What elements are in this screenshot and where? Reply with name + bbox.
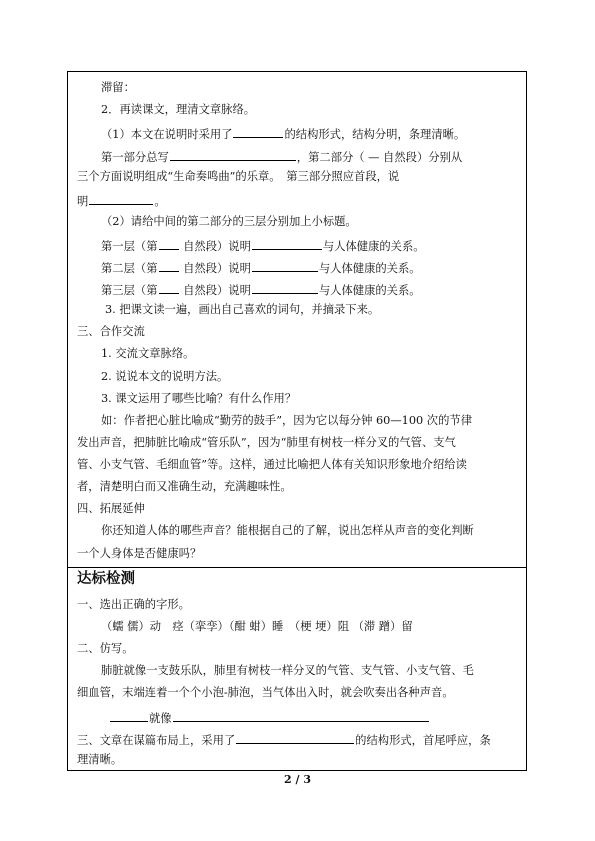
layer-two-line: 第二层（第 自然段）说明 与人体健康的关系。 bbox=[101, 259, 421, 276]
answer-blank[interactable] bbox=[252, 281, 318, 294]
test-heading: 达标检测 bbox=[77, 571, 135, 587]
answer-blank[interactable] bbox=[110, 709, 148, 722]
answer-line-1: 如：作者把心脏比喻成“勤劳的鼓手”，因为它以每分钟 60—100 次的节律 bbox=[101, 414, 472, 427]
section-divider bbox=[68, 567, 526, 568]
subtitle-question: （2）请给中间的第二部分的三层分别加上小标题。 bbox=[101, 215, 357, 228]
answer-blank[interactable] bbox=[89, 192, 153, 205]
discussion-q1: 1. 交流文章脉络。 bbox=[101, 347, 195, 360]
test-q1-options: （蠕 儒）动 痉（挛孪）（酣 蚶）睡 （梗 埂）阻 （滞 蹭）留 bbox=[101, 620, 413, 633]
discussion-q2: 2. 说说本文的说明方法。 bbox=[101, 370, 229, 383]
answer-blank[interactable] bbox=[159, 281, 179, 294]
answer-blank[interactable] bbox=[252, 237, 322, 250]
extension-line-1: 你还知道人体的哪些声音？能根据自己的了解，说出怎样从声音的变化判断 bbox=[101, 524, 474, 537]
test-q3-line-2: 理清晰。 bbox=[77, 753, 123, 766]
answer-blank[interactable] bbox=[159, 259, 179, 272]
continued-text: 滞留： bbox=[101, 81, 135, 94]
section-4-title: 四、拓展延伸 bbox=[77, 502, 145, 515]
part-two-line: 三个方面说明组成“生命奏鸣曲”的乐章。 第三部分照应首段，说 bbox=[77, 170, 400, 183]
reading-step-3: 3. 把课文读一遍，画出自己喜欢的词句，并摘录下来。 bbox=[105, 303, 380, 316]
extension-line-2: 一个人身体是否健康吗？ bbox=[77, 547, 202, 560]
answer-blank[interactable] bbox=[252, 259, 318, 272]
section-3-title: 三、合作交流 bbox=[77, 325, 145, 338]
answer-blank[interactable] bbox=[236, 731, 354, 744]
structure-question: （1）本文在说明时采用了 的结构形式，结构分明，条理清晰。 bbox=[101, 125, 465, 142]
answer-line-3: 管、小支气管、毛细血管”等。这样，通过比喻把人体有关知识形象地介绍给读 bbox=[77, 458, 467, 471]
imitation-answer-line: 就像 bbox=[109, 709, 430, 726]
page-number: 2 / 3 bbox=[284, 773, 311, 786]
test-q3-line: 三、文章在谋篇布局上，采用了 的结构形式，首尾呼应，条 bbox=[77, 731, 491, 748]
answer-blank[interactable] bbox=[173, 709, 429, 722]
reading-step-2: 2．再读课文，理清文章脉络。 bbox=[101, 103, 256, 116]
table-frame bbox=[67, 71, 527, 771]
test-q2-title: 二、仿写。 bbox=[77, 642, 134, 655]
part-one-line: 第一部分总写 ，第二部分（ — 自然段）分别从 bbox=[101, 148, 462, 165]
layer-three-line: 第三层（第 自然段）说明 与人体健康的关系。 bbox=[101, 281, 421, 298]
answer-line-2: 发出声音，把肺脏比喻成“管乐队”，因为“肺里有树枝一样分叉的气管、支气 bbox=[77, 436, 456, 449]
imitation-text-line-1: 肺脏就像一支鼓乐队，肺里有树枝一样分叉的气管、支气管、小支气管、毛 bbox=[101, 664, 474, 677]
answer-blank[interactable] bbox=[159, 237, 179, 250]
answer-line-4: 者，清楚明白而又准确生动，充满趣味性。 bbox=[77, 480, 292, 493]
discussion-q3: 3. 课文运用了哪些比喻？有什么作用？ bbox=[101, 392, 297, 405]
part-three-line: 明 。 bbox=[77, 192, 166, 209]
test-q1-title: 一、选出正确的字形。 bbox=[77, 598, 190, 611]
answer-blank[interactable] bbox=[170, 148, 296, 161]
imitation-text-line-2: 细血管，末端连着一个个小泡-肺泡，当气体出入时，就会吹奏出各种声音。 bbox=[77, 686, 454, 699]
answer-blank[interactable] bbox=[233, 125, 283, 138]
layer-one-line: 第一层（第 自然段）说明 与人体健康的关系。 bbox=[101, 237, 425, 254]
